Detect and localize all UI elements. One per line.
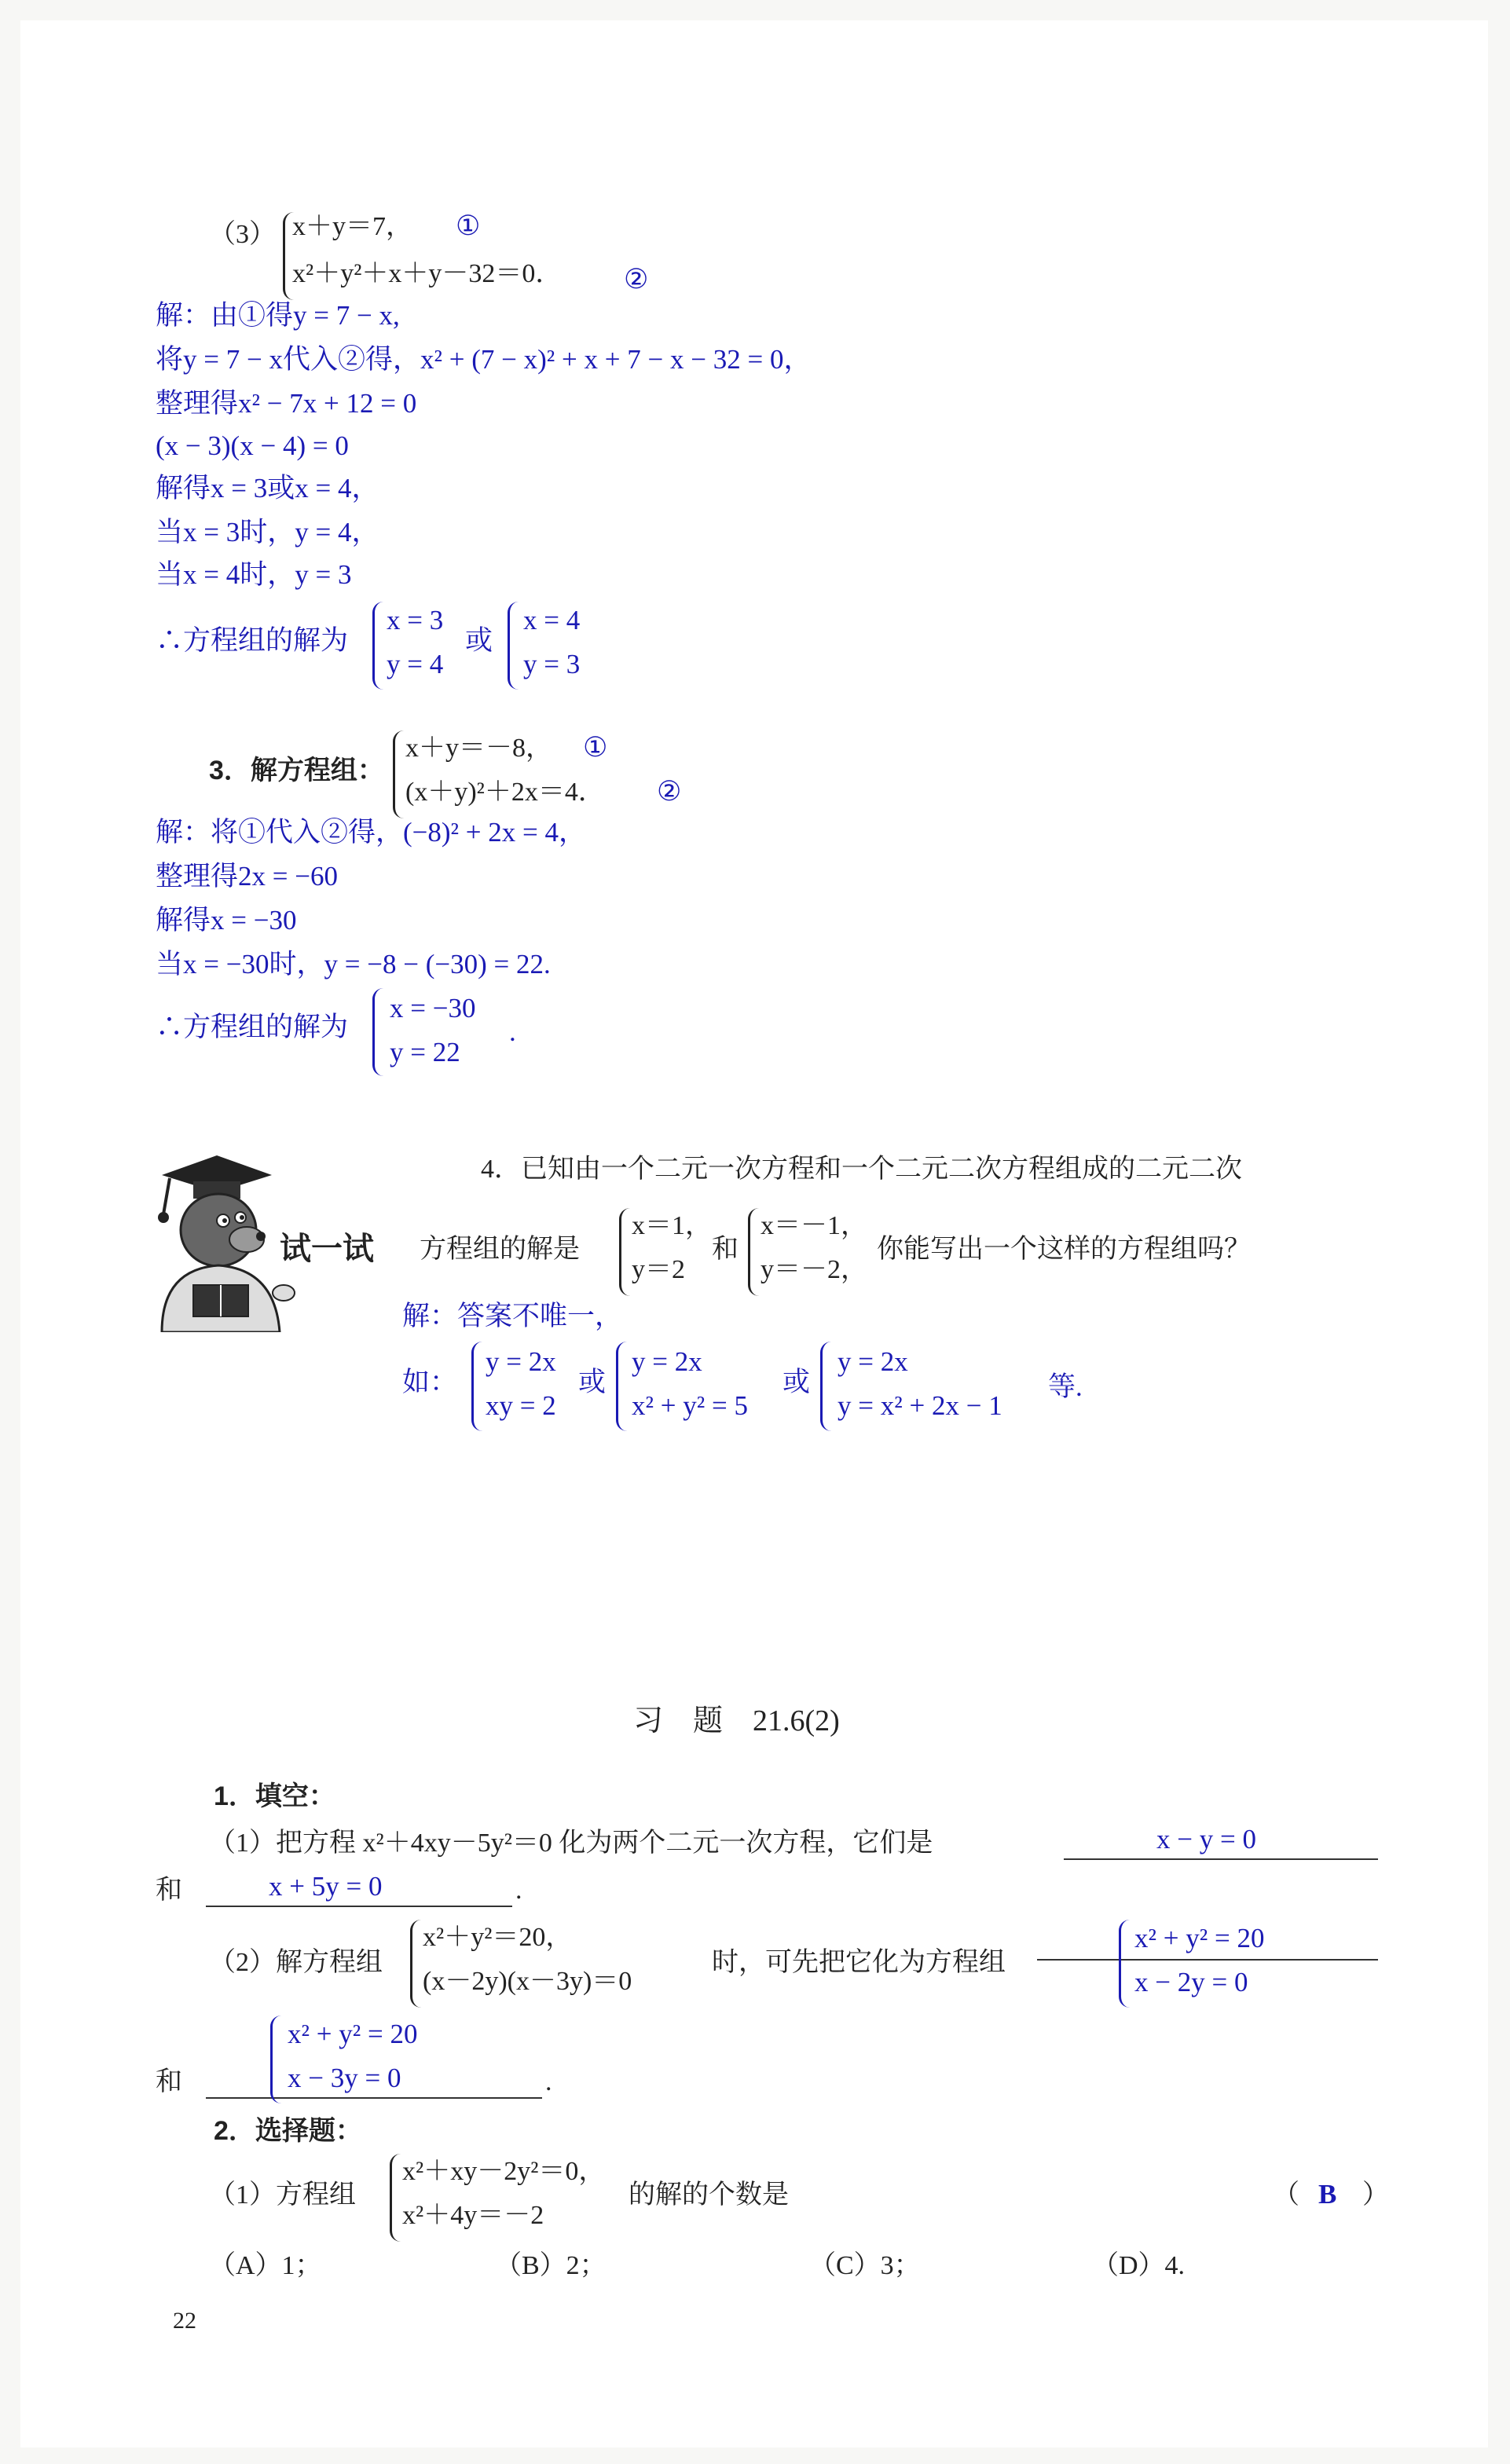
answer-equation: x² + y² = 20: [288, 2019, 418, 2049]
answer-blank: [206, 2097, 542, 2099]
and-word: 和: [712, 1235, 739, 1264]
solution-value: y = 4: [387, 649, 444, 679]
question-3-label: 3．解方程组：: [209, 756, 384, 785]
solution-brace: [748, 1208, 760, 1296]
solution-line: 将y = 7 − x代入②得，x² + (7 − x)² + x + 7 − x − 32 = 0，: [156, 344, 812, 375]
equation-1: x²＋xy－2y²＝0，: [402, 2157, 606, 2186]
period: .: [509, 1016, 516, 1047]
system-brace: [1119, 1920, 1131, 2008]
or-word: 或: [465, 625, 493, 656]
and-word: 和: [156, 2067, 182, 2096]
try-it-tag: 试一试: [280, 1232, 374, 1266]
example-equation: y = 2x: [632, 1346, 702, 1377]
equation-2: (x－2y)(x－3y)＝0: [423, 1967, 632, 1996]
solution-value: x = −30: [390, 993, 476, 1023]
and-word: 和: [156, 1876, 182, 1905]
answer-blank: [206, 1906, 512, 1907]
conclusion-prefix: ∴方程组的解为: [156, 625, 349, 656]
paren-open: （: [1273, 2180, 1299, 2210]
answer-note: 解：答案不唯一，: [402, 1301, 623, 1331]
etc-word: 等.: [1048, 1371, 1083, 1402]
period: .: [515, 1876, 522, 1905]
period: .: [545, 2067, 552, 2096]
question-4-suffix: 你能写出一个这样的方程组吗？: [877, 1235, 1251, 1264]
system-brace: [410, 1920, 422, 2008]
solution-brace: [372, 602, 384, 690]
or-word: 或: [578, 1367, 607, 1397]
solution-value: y = 22: [390, 1037, 460, 1067]
solution-line: 解：由①得y = 7 − x,: [156, 300, 400, 331]
system-brace: [270, 2016, 282, 2103]
question-4-line-1: 4．已知由一个二元一次方程和一个二元二次方程组成的二元二次: [481, 1155, 1242, 1184]
answer-blank: [1037, 1959, 1378, 1961]
system-brace: [393, 730, 405, 818]
answer-blank: [1064, 1858, 1378, 1860]
or-word: 或: [782, 1367, 811, 1397]
option-d: （D）4.: [1092, 2251, 1186, 2280]
equation-1: x＋y＝7，: [292, 212, 412, 241]
paren-close: ）: [1362, 2180, 1389, 2210]
given-solution: x＝1，: [632, 1211, 712, 1240]
workbook-page: [20, 20, 1488, 2448]
system-brace: [616, 1342, 628, 1431]
option-a: （A）1；: [209, 2251, 322, 2280]
system-brace: [390, 2154, 401, 2242]
solution-line: 解得x = −30: [156, 905, 297, 935]
example-equation: y = x² + 2x − 1: [837, 1390, 1002, 1421]
example-equation: xy = 2: [486, 1390, 556, 1421]
question-2-1-prefix: （1）方程组: [209, 2180, 356, 2210]
answer-equation: x² + y² = 20: [1134, 1923, 1265, 1953]
system-brace: [820, 1342, 832, 1431]
conclusion-prefix: ∴方程组的解为: [156, 1012, 349, 1042]
system-brace: [471, 1342, 483, 1431]
solution-line: 整理得x² − 7x + 12 = 0: [156, 388, 417, 419]
question-2-label: 2．选择题：: [214, 2116, 362, 2146]
marker-2: ②: [624, 264, 649, 295]
answer-equation: x − 3y = 0: [288, 2063, 401, 2093]
question-1-2-prefix: （2）解方程组: [209, 1948, 383, 1977]
answer-value: x − y = 0: [1156, 1824, 1256, 1854]
equation-2: (x＋y)²＋2x＝4．: [405, 778, 605, 807]
question-1-1-text: （1）把方程 x²＋4xy－5y²＝0 化为两个二元一次方程，它们是: [209, 1829, 933, 1858]
example-prefix: 如：: [402, 1367, 458, 1397]
example-equation: y = 2x: [837, 1346, 908, 1377]
solution-brace: [508, 602, 519, 690]
solution-value: x = 4: [523, 605, 581, 635]
solution-value: y = 3: [523, 649, 581, 679]
example-equation: x² + y² = 5: [632, 1390, 748, 1421]
question-1-label: 1．填空：: [214, 1781, 335, 1811]
answer-equation: x − 2y = 0: [1134, 1967, 1248, 1997]
marker-1: ①: [456, 211, 481, 241]
solution-brace: [619, 1208, 631, 1296]
solution-line: 当x = 3时，y = 4，: [156, 517, 379, 547]
question-2-1-suffix: 的解的个数是: [629, 2180, 789, 2210]
equation-1: x＋y＝－8，: [405, 734, 552, 763]
question-4-prefix: 方程组的解是: [420, 1235, 580, 1264]
solution-line: 整理得2x = −60: [156, 861, 338, 892]
solution-line: 解得x = 3或x = 4，: [156, 473, 379, 503]
solution-line: (x − 3)(x − 4) = 0: [156, 430, 349, 461]
solution-value: x = 3: [387, 605, 444, 635]
equation-2: x²＋y²＋x＋y－32＝0．: [292, 259, 563, 288]
solution-line: 解：将①代入②得，(−8)² + 2x = 4，: [156, 817, 587, 848]
exercise-title: 习 题 21.6(2): [633, 1704, 840, 1737]
equation-1: x²＋y²＝20，: [423, 1923, 573, 1952]
answer-value: x + 5y = 0: [269, 1871, 383, 1902]
page-number: 22: [173, 2308, 196, 2334]
given-solution: x＝－1，: [760, 1211, 867, 1240]
given-solution: y＝－2，: [760, 1255, 867, 1284]
option-b: （B）2；: [495, 2251, 607, 2280]
marker-1: ①: [583, 732, 608, 763]
question-1-2-middle: 时，可先把它化为方程组: [712, 1948, 1006, 1977]
choice-answer: B: [1318, 2179, 1337, 2210]
solution-brace: [372, 988, 384, 1076]
equation-2: x²＋4y＝－2: [402, 2201, 544, 2230]
marker-2: ②: [657, 776, 682, 807]
solution-line: 当x = −30时，y = −8 − (−30) = 22.: [156, 949, 551, 979]
given-solution: y＝2: [632, 1255, 685, 1284]
option-c: （C）3；: [809, 2251, 921, 2280]
solution-line: 当x = 4时，y = 3: [156, 559, 352, 590]
problem-label: （3）: [209, 220, 276, 249]
example-equation: y = 2x: [486, 1346, 556, 1377]
